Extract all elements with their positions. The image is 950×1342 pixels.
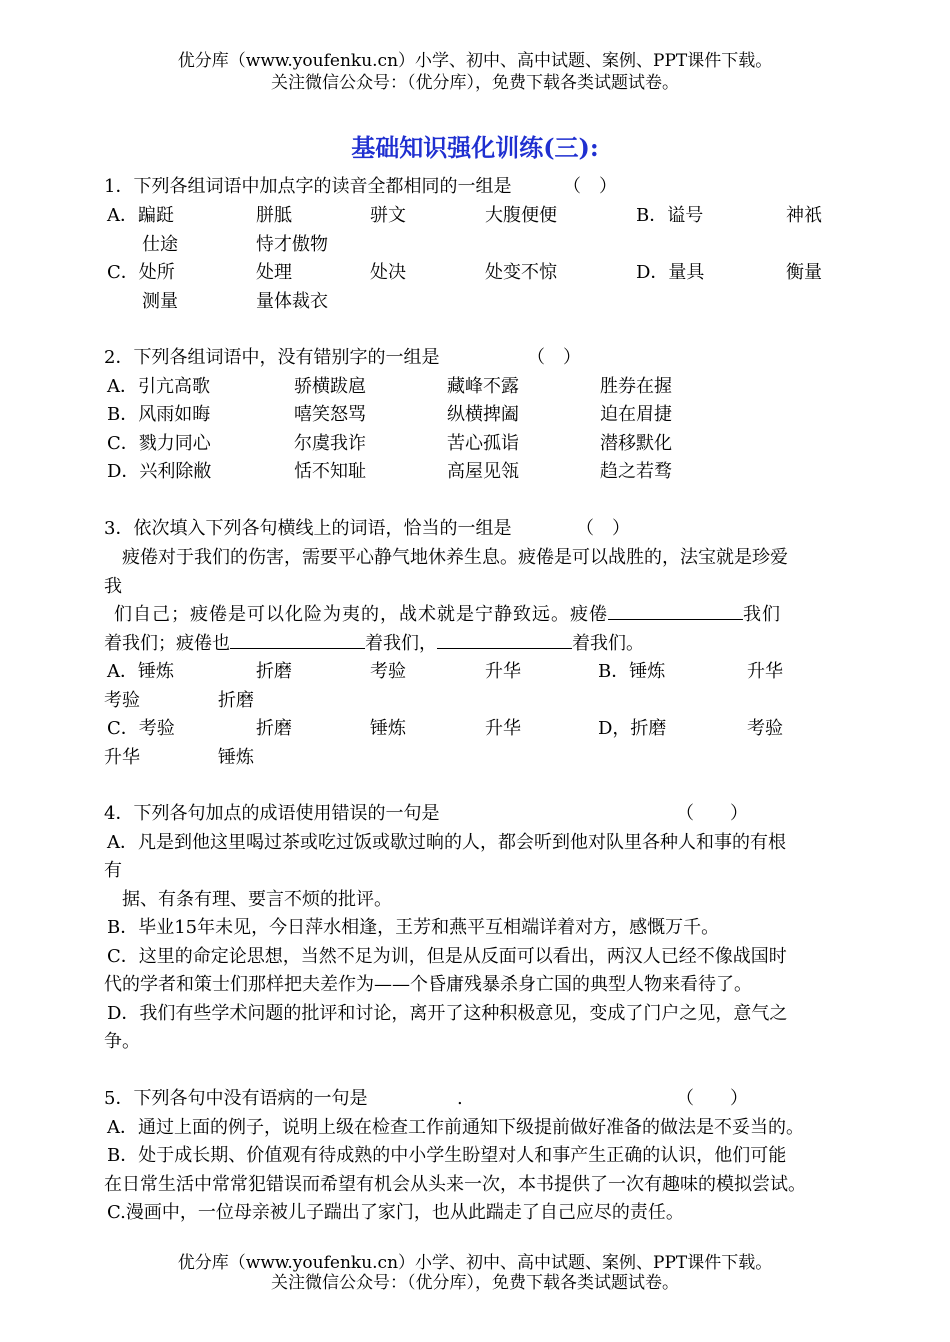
q4-option-a-1: A．凡是到他这里喝过茶或吃过饭或歇过晌的人，都会听到他对队里各种人和事的有根 (107, 832, 786, 853)
q3-cd2-0: 升华 (104, 747, 140, 768)
q4-option-d-2: 争。 (104, 1031, 140, 1052)
q5-option-c: C.漫画中，一位母亲被儿子踹出了家门，也从此踹走了自己应尽的责任。 (107, 1202, 684, 1223)
footer-line-2: 关注微信公众号：（优分库），免费下载各类试题试卷。 (271, 1273, 679, 1293)
q1-b2-1: 恃才傲物 (256, 234, 328, 255)
q3-passage-line-1b: 我 (104, 576, 122, 597)
q1-b-0: B．谥号 (636, 205, 704, 226)
q2-row-a-3: 胜券在握 (600, 376, 672, 397)
q2-stem: 2．下列各组词语中，没有错别字的一组是 (104, 347, 440, 368)
q2-row-a-2: 藏峰不露 (447, 376, 519, 397)
q3-cd2-1: 锤炼 (218, 747, 254, 768)
q1-d2-1: 量体裁衣 (256, 291, 328, 312)
header-line-2: 关注微信公众号：（优分库），免费下载各类试题试卷。 (271, 73, 679, 93)
q1-a-3: 大腹便便 (485, 205, 557, 226)
q3-a-0: A．锤炼 (107, 661, 174, 682)
q1-d-0: D．量具 (636, 262, 705, 283)
q5-option-b-1: B．处于成长期、价值观有待成熟的中小学生盼望对人和事产生正确的认识，他们可能 (107, 1145, 787, 1166)
q1-c-2: 处决 (370, 262, 406, 283)
q1-d2-0: 测量 (142, 291, 178, 312)
q2-row-d-3: 趋之若骛 (600, 461, 672, 482)
q3-passage-3a: 着我们；疲倦也 (104, 633, 230, 654)
q3-blank-2 (230, 630, 365, 649)
q4-option-a-1b: 有 (104, 860, 122, 881)
q3-paren: （ ） (576, 518, 630, 539)
q1-a-2: 骈文 (370, 205, 406, 226)
q1-c-1: 处理 (256, 262, 292, 283)
q2-row-c-0: C．戮力同心 (107, 433, 211, 454)
q3-c-1: 折磨 (256, 718, 292, 739)
header-line-1: 优分库（www.youfenku.cn）小学、初中、高中试题、案例、PPT课件下载。 (177, 51, 773, 71)
q3-c-3: 升华 (485, 718, 521, 739)
q3-a-3: 升华 (485, 661, 521, 682)
q3-d-1: 考验 (747, 718, 783, 739)
q4-option-c-2: 代的学者和策士们那样把夫差作为——个昏庸残暴杀身亡国的典型人物来看待了。 (104, 974, 752, 995)
q3-b-1: 升华 (747, 661, 783, 682)
q2-row-b-1: 嘻笑怒骂 (294, 404, 366, 425)
q1-c-3: 处变不惊 (485, 262, 557, 283)
q4-option-a-2: 据、有条有理、要言不烦的批评。 (122, 889, 392, 910)
q1-a-0: A．蹁跹 (107, 205, 174, 226)
q3-passage-2a: 们自己；疲倦是可以化险为夷的，战术就是宁静致远。疲倦 (114, 604, 608, 625)
q2-row-b-3: 迫在眉捷 (600, 404, 672, 425)
q1-a-1: 胼胝 (256, 205, 292, 226)
q5-dot: . (457, 1088, 463, 1109)
q2-row-c-3: 潜移默化 (600, 433, 672, 454)
q1-d-1: 衡量 (786, 262, 822, 283)
q4-option-b: B．毕业15年未见，今日萍水相逢，王芳和燕平互相端详着对方，感慨万千。 (107, 917, 720, 938)
q3-blank-3 (437, 630, 572, 649)
q5-option-b-2: 在日常生活中常常犯错误而希望有机会从头来一次，本书提供了一次有趣味的模拟尝试。 (104, 1174, 806, 1195)
q2-paren: （ ） (527, 347, 581, 368)
q3-ab2-0: 考验 (104, 690, 140, 711)
q5-paren: （ ） (676, 1088, 748, 1109)
q4-stem: 4．下列各句加点的成语使用错误的一句是 (104, 803, 440, 824)
q2-row-a-1: 骄横跋扈 (294, 376, 366, 397)
q1-c-0: C．处所 (107, 262, 175, 283)
q3-passage-line-3 (104, 630, 644, 658)
q1-stem: 1．下列各组词语中加点字的读音全都相同的一组是 (104, 176, 512, 197)
q4-option-d-1: D．我们有些学术问题的批评和讨论，离开了这种积极意见，变成了门户之见，意气之 (107, 1003, 788, 1024)
q2-row-d-0: D．兴利除敝 (107, 461, 212, 482)
page-title: 基础知识强化训练(三): (351, 133, 599, 162)
q3-c-2: 锤炼 (370, 718, 406, 739)
q2-row-b-2: 纵横捭阖 (447, 404, 519, 425)
q3-passage-3b: 着我们， (365, 633, 437, 654)
q3-a-2: 考验 (370, 661, 406, 682)
q5-option-a: A．通过上面的例子，说明上级在检查工作前通知下级提前做好准备的做法是不妥当的。 (107, 1117, 804, 1138)
q3-c-0: C．考验 (107, 718, 175, 739)
q2-row-c-1: 尔虞我诈 (294, 433, 366, 454)
q1-b-1: 神祇 (786, 205, 822, 226)
q4-paren: （ ） (676, 803, 748, 824)
q3-d-0: D，折磨 (598, 718, 667, 739)
q3-a-1: 折磨 (256, 661, 292, 682)
q3-passage-line-1: 疲倦对于我们的伤害，需要平心静气地休养生息。疲倦是可以战胜的，法宝就是珍爱 (122, 547, 788, 568)
q2-row-b-0: B．风雨如晦 (107, 404, 211, 425)
q3-ab2-1: 折磨 (218, 690, 254, 711)
q3-passage-line-2 (114, 601, 781, 629)
q5-stem: 5．下列各句中没有语病的一句是 (104, 1088, 368, 1109)
q3-blank-1 (608, 601, 743, 620)
q2-row-d-1: 恬不知耻 (294, 461, 366, 482)
q4-option-c-1: C．这里的命定论思想，当然不足为训，但是从反面可以看出，两汉人已经不像战国时 (107, 946, 787, 967)
q1-b2-0: 仕途 (142, 234, 178, 255)
q2-row-a-0: A．引亢高歌 (107, 376, 210, 397)
q3-passage-3c: 着我们。 (572, 633, 644, 654)
q3-passage-2b: 我们 (743, 604, 781, 625)
q2-row-d-2: 高屋见瓴 (447, 461, 519, 482)
q3-stem: 3．依次填入下列各句横线上的词语，恰当的一组是 (104, 518, 512, 539)
q2-row-c-2: 苦心孤诣 (447, 433, 519, 454)
q3-b-0: B．锤炼 (598, 661, 666, 682)
q1-paren: （ ） (563, 176, 617, 197)
footer-line-1: 优分库（www.youfenku.cn）小学、初中、高中试题、案例、PPT课件下载。 (177, 1253, 773, 1273)
